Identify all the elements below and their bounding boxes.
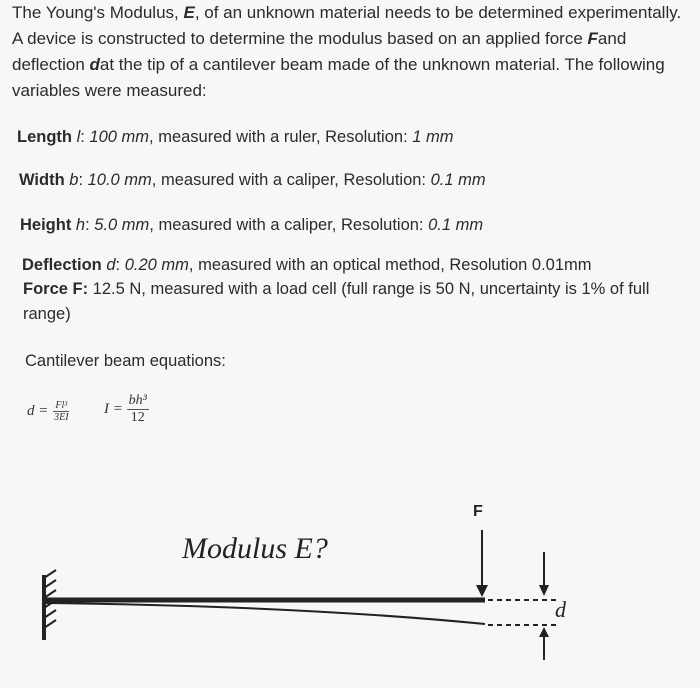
height-line: Height h: 5.0 mm, measured with a caliper, Resolution: 0.1 mm: [20, 216, 484, 234]
beam-deflected: [46, 603, 485, 624]
force-line: Force F: 12.5 N, measured with a load cell (full range is 50 N, uncertainty is 1% of full: [23, 280, 650, 298]
force-line-cont: range): [23, 305, 71, 323]
deflection-arrowhead-top: [539, 585, 549, 596]
equations-heading: Cantilever beam equations:: [25, 352, 226, 370]
deflection-equation: d = $\frac{\text{Fl³}}{3EI}$: [27, 400, 69, 423]
deflection-line: Deflection d: 0.20 mm, measured with an optical method, Resolution 0.01mm: [22, 256, 592, 274]
force-label: F: [473, 503, 483, 520]
width-line: Width b: 10.0 mm, measured with a caliper, Resolution: 0.1 mm: [19, 171, 486, 189]
modulus-symbol: E: [183, 3, 195, 22]
deflection-label: d: [555, 597, 566, 622]
intro-text: The Young's Modulus,: [12, 3, 184, 22]
intro-text: and deflection: [12, 29, 627, 74]
intro-text: , of an unknown material needs to be determined experimentally. A device is constructed to determine the modulus based on an applied force: [12, 3, 682, 48]
inertia-equation: I = $\frac{\text{bh³}}{12}$: [104, 393, 147, 425]
force-arrowhead: [476, 585, 488, 597]
length-line: Length l: 100 mm, measured with a ruler, Resolution: 1 mm: [17, 128, 454, 146]
diagram-title: Modulus E?: [182, 532, 328, 565]
intro-text: at the tip of a cantilever beam made of the unknown material. The following variables were measured:: [12, 55, 665, 100]
deflection-symbol: d: [89, 55, 100, 74]
deflection-arrowhead-bottom: [539, 627, 549, 637]
force-symbol: F: [587, 29, 598, 48]
